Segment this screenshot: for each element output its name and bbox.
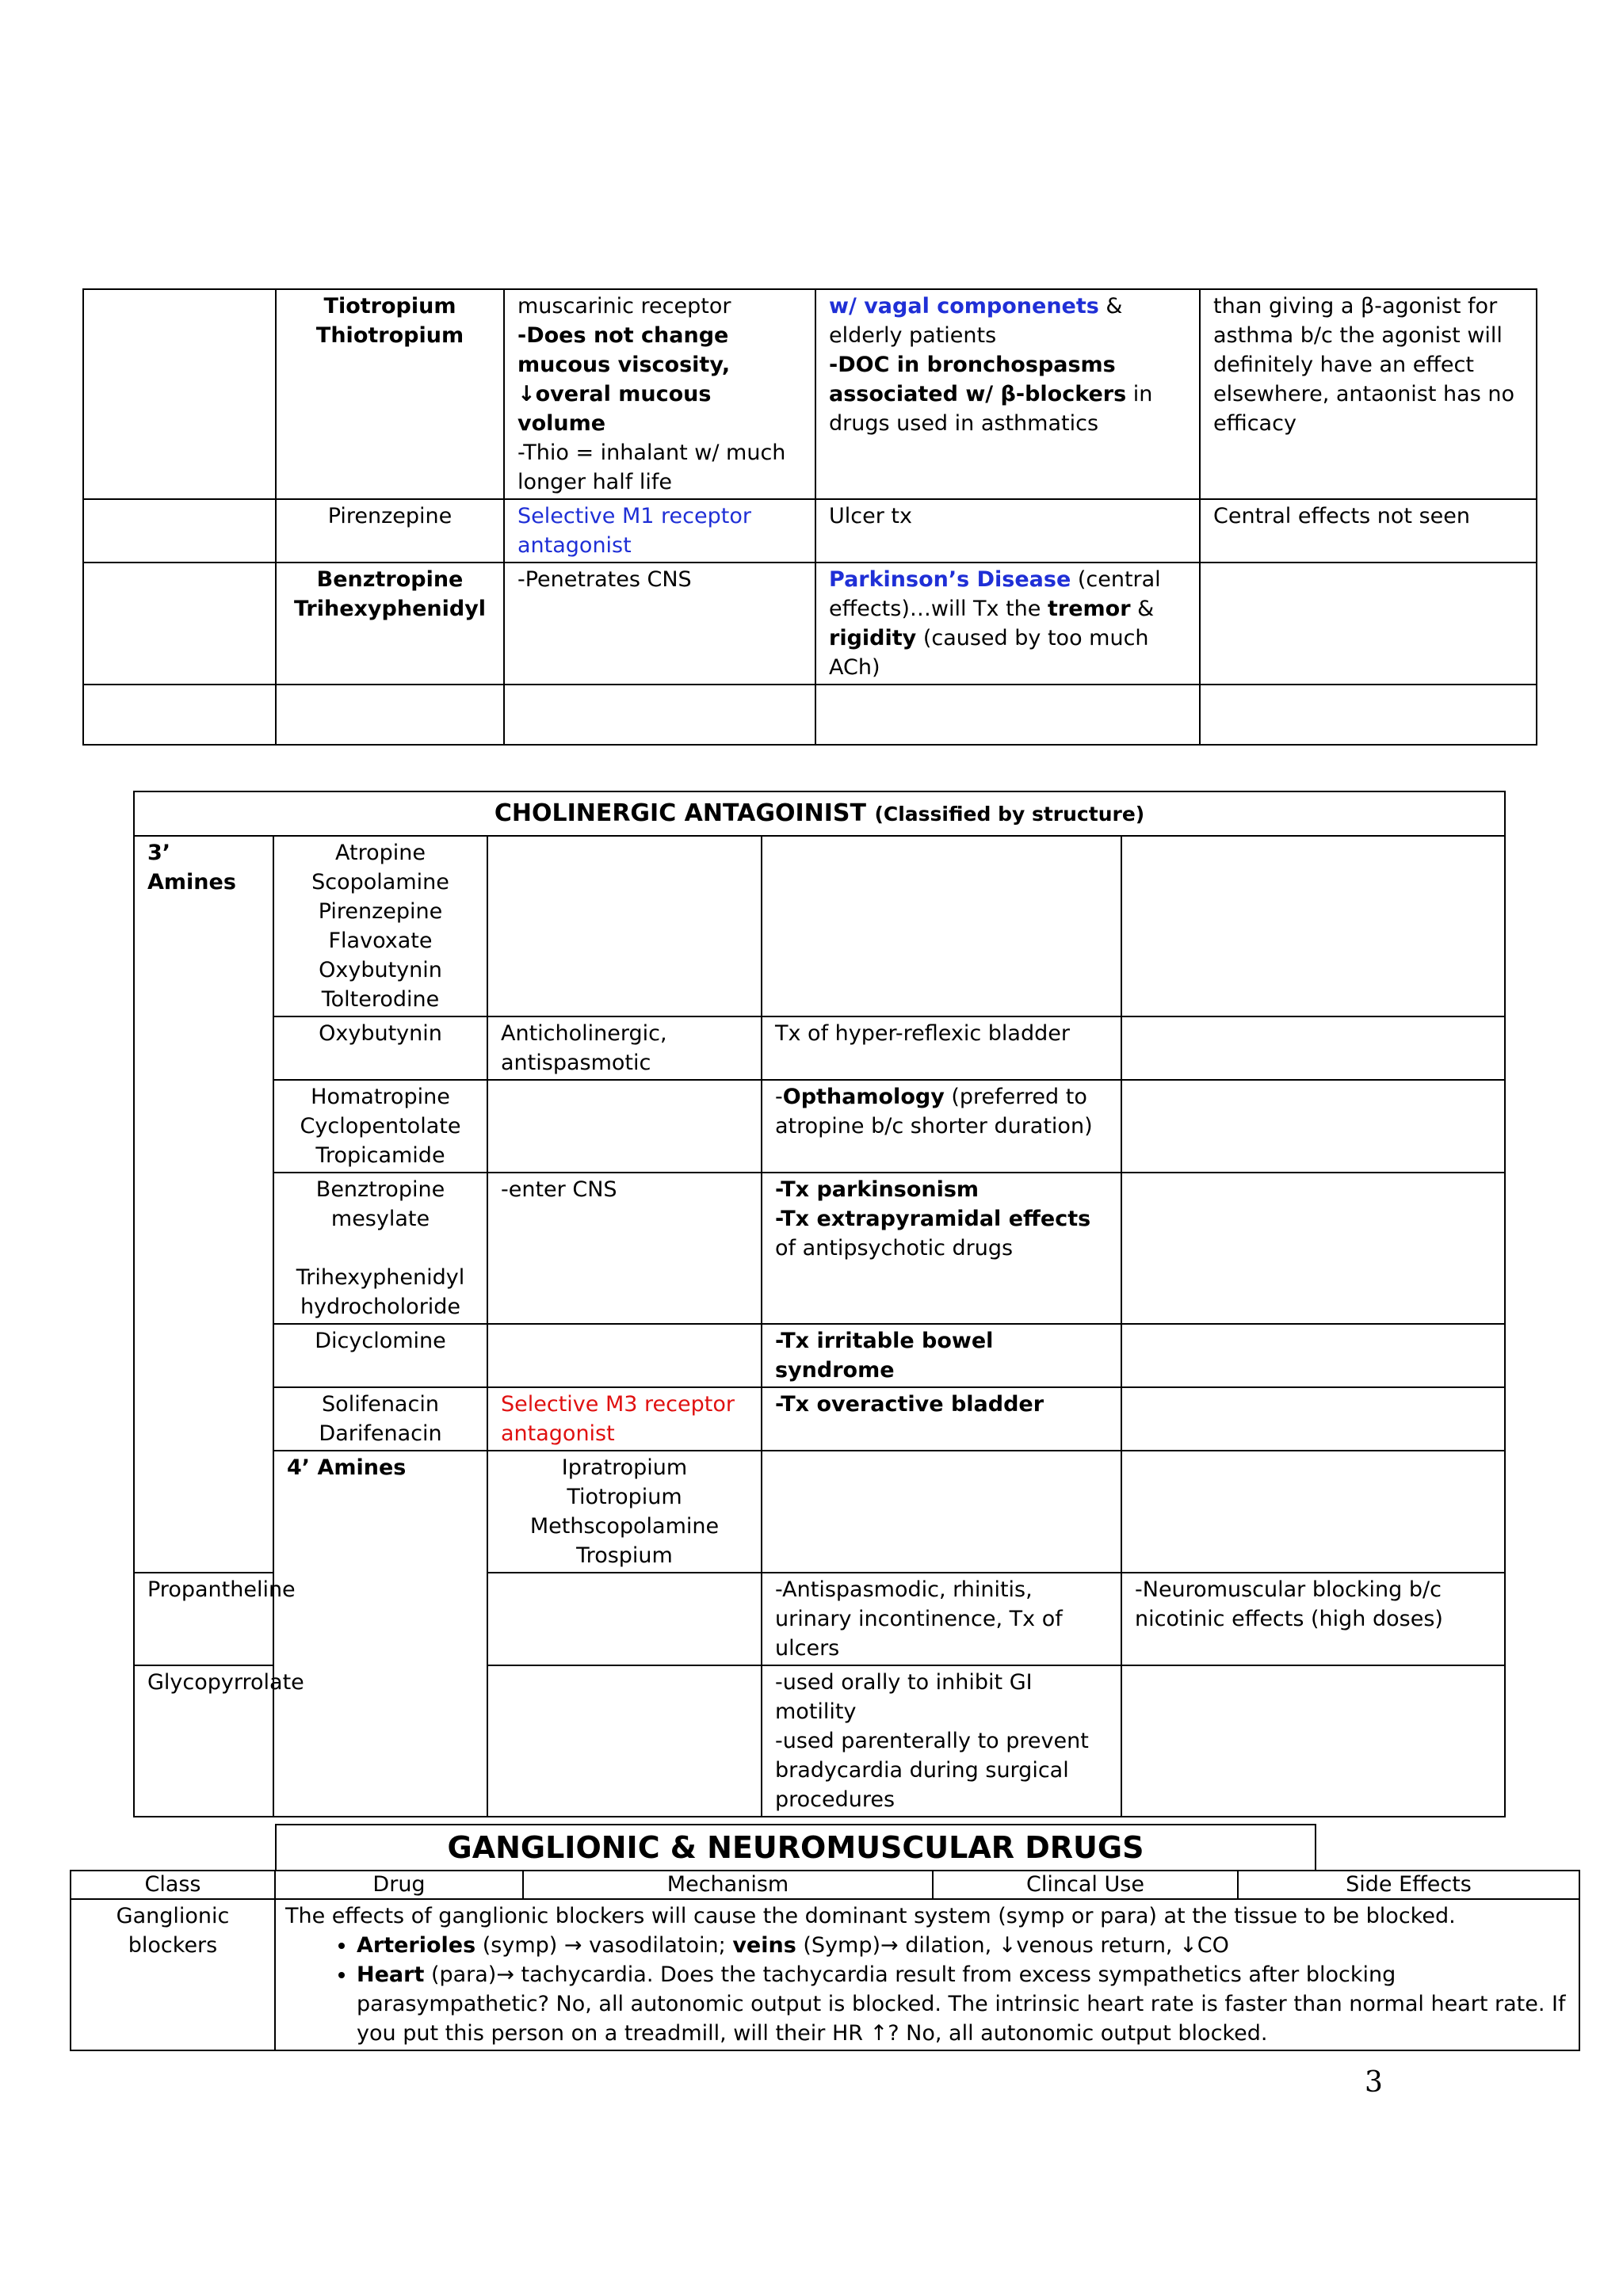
mechanism-cell: -Penetrates CNS: [504, 563, 815, 685]
table-row: [134, 1080, 1505, 1173]
table-cholinergic-antagonist: [133, 791, 1506, 1817]
mechanism-cell: muscarinic receptor -Does not change mucous viscosity, ↓overal mucous volume -Thio = inhalant w/ much longer half life: [504, 289, 815, 499]
class-cell: Ganglionic blockers: [71, 1899, 275, 2050]
mechanism-cell: Selective M1 receptor antagonist: [504, 499, 815, 563]
table-row: [71, 1899, 1579, 2050]
mechanism-cell: -enter CNS: [487, 1173, 762, 1324]
mechanism-cell: Anticholinergic, antispasmotic: [487, 1016, 762, 1080]
clinical-use-cell: -Tx irritable bowel syndrome: [762, 1324, 1121, 1387]
drug-cell: Benztropine Trihexyphenidyl: [276, 563, 504, 685]
table-header-row: [71, 1871, 1579, 1899]
clinical-use-cell: w/ vagal componenets & elderly patients -DOC in bronchospasms associated w/ β-blockers in drugs used in asthmatics: [815, 289, 1200, 499]
header-clinical-use: Clincal Use: [933, 1871, 1238, 1899]
table-ganglionic-neuromuscular: [70, 1870, 1580, 2051]
table-row: [83, 289, 1537, 499]
section-title: GANGLIONIC & NEUROMUSCULAR DRUGS: [275, 1824, 1316, 1871]
header-class: Class: [71, 1871, 275, 1899]
drug-cell: Dicyclomine: [273, 1324, 487, 1387]
table-row: [83, 685, 1537, 745]
table-row: [134, 1016, 1505, 1080]
table-row: [134, 1451, 1505, 1573]
page-number: 3: [1365, 2066, 1383, 2099]
drug-cell: Benztropine mesylate Trihexyphenidyl hydrocholoride: [273, 1173, 487, 1324]
table-row: [83, 563, 1537, 685]
drug-cell: Pirenzepine: [276, 499, 504, 563]
clinical-use-cell: Ulcer tx: [815, 499, 1200, 563]
table-row: [134, 836, 1505, 1016]
drug-cell: Glycopyrrolate: [134, 1665, 273, 1817]
clinical-use-cell: -used orally to inhibit GI motility -used parenterally to prevent bradycardia during surgical procedures: [762, 1665, 1121, 1817]
table-title: CHOLINERGIC ANTAGOINIST (Classified by structure): [134, 791, 1505, 836]
drug-cell: Atropine Scopolamine Pirenzepine Flavoxate Oxybutynin Tolterodine: [273, 836, 487, 1016]
drug-cell: Ipratropium Tiotropium Methscopolamine Trospium: [487, 1451, 762, 1573]
side-effects-cell: than giving a β-agonist for asthma b/c the agonist will definitely have an effect elsewhere, antaonist has no efficacy: [1200, 289, 1537, 499]
mechanism-cell: Selective M3 receptor antagonist: [487, 1387, 762, 1451]
side-effects-cell: -Neuromuscular blocking b/c nicotinic effects (high doses): [1121, 1573, 1505, 1665]
bullet-list: [285, 1931, 1569, 2048]
table-row: [134, 1324, 1505, 1387]
drug-cell: Tiotropium Thiotropium: [276, 289, 504, 499]
clinical-use-cell: -Tx overactive bladder: [762, 1387, 1121, 1451]
table-title-row: [134, 791, 1505, 836]
table-row: [83, 499, 1537, 563]
table-row: [134, 1387, 1505, 1451]
drug-cell: Oxybutynin: [273, 1016, 487, 1080]
description-cell: The effects of ganglionic blockers will cause the dominant system (symp or para) at the tissue to be blocked. • Arterioles (symp) → vasodilatoin; veins (Symp)→ dilation, ↓venous return, ↓CO • Heart (para)→ tachycardia. Does the tachycardia result from excess sympathetics after blocking parasympathetic? No, all autonomic output is blocked. The intrinsic heart rate is faster than normal heart rate. If you put this person on a treadmill, will their HR ↑? No, all autonomic output blocked.: [275, 1899, 1579, 2050]
header-drug: Drug: [275, 1871, 523, 1899]
clinical-use-cell: -Opthamology (preferred to atropine b/c shorter duration): [762, 1080, 1121, 1173]
table-row: [134, 1173, 1505, 1324]
drug-cell: Homatropine Cyclopentolate Tropicamide: [273, 1080, 487, 1173]
clinical-use-cell: -Tx parkinsonism -Tx extrapyramidal effects of antipsychotic drugs: [762, 1173, 1121, 1324]
class-3-amines: 3’ Amines: [134, 836, 273, 1573]
list-item: • Heart (para)→ tachycardia. Does the tachycardia result from excess sympathetics after blocking parasympathetic? No, all autonomic output is blocked. The intrinsic heart rate is faster than normal heart rate. If you put this person on a treadmill, will their HR ↑? No, all autonomic output blocked.: [357, 1960, 1569, 2048]
header-side-effects: Side Effects: [1238, 1871, 1579, 1899]
drug-cell: Propantheline: [134, 1573, 273, 1665]
clinical-use-cell: -Antispasmodic, rhinitis, urinary incontinence, Tx of ulcers: [762, 1573, 1121, 1665]
side-effects-cell: Central effects not seen: [1200, 499, 1537, 563]
list-item: • Arterioles (symp) → vasodilatoin; veins (Symp)→ dilation, ↓venous return, ↓CO: [357, 1931, 1569, 1960]
clinical-use-cell: Parkinson’s Disease (central effects)…will Tx the tremor & rigidity (caused by too much ACh): [815, 563, 1200, 685]
class-4-amines: 4’ Amines: [273, 1451, 487, 1817]
clinical-use-cell: Tx of hyper-reflexic bladder: [762, 1016, 1121, 1080]
header-mechanism: Mechanism: [523, 1871, 933, 1899]
drug-cell: Solifenacin Darifenacin: [273, 1387, 487, 1451]
table-anticholinergic-continued: [82, 288, 1537, 746]
